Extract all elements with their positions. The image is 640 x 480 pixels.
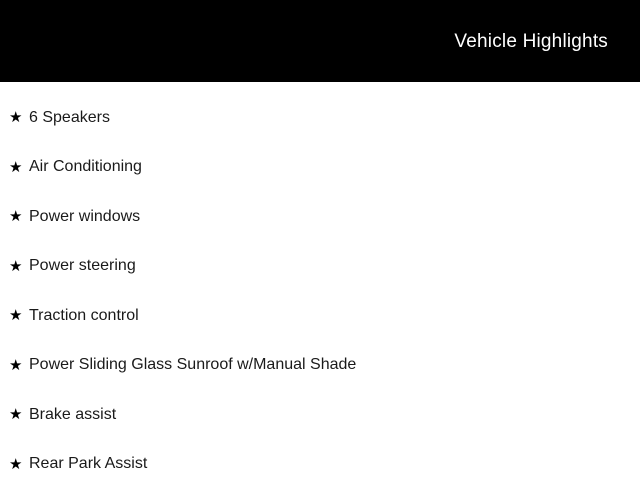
list-item-label: 6 Speakers <box>29 108 110 126</box>
star-icon: ★ <box>9 158 23 176</box>
star-icon: ★ <box>9 257 23 275</box>
list-item-label: Power steering <box>29 257 136 275</box>
list-item-label: Power windows <box>29 207 141 225</box>
star-icon: ★ <box>9 406 23 424</box>
list-item <box>0 291 640 341</box>
list-item-label: Brake assist <box>29 405 117 423</box>
vehicle-highlights-list <box>0 82 640 480</box>
star-icon: ★ <box>9 356 23 374</box>
list-item <box>0 242 640 292</box>
list-item-label: Traction control <box>29 306 139 324</box>
star-icon: ★ <box>9 455 23 473</box>
list-item <box>0 143 640 193</box>
list-item <box>0 192 640 242</box>
list-item <box>0 93 640 143</box>
list-item <box>0 390 640 440</box>
list-item-label: Rear Park Assist <box>29 455 148 473</box>
list-item <box>0 341 640 391</box>
list-item-label: Air Conditioning <box>29 158 142 176</box>
list-item <box>0 440 640 480</box>
page-header <box>0 0 640 82</box>
star-icon: ★ <box>9 208 23 226</box>
page-title: Vehicle Highlights <box>454 30 608 52</box>
list-item-label: Power Sliding Glass Sunroof w/Manual Shade <box>29 356 357 374</box>
star-icon: ★ <box>9 307 23 325</box>
star-icon: ★ <box>9 109 23 127</box>
